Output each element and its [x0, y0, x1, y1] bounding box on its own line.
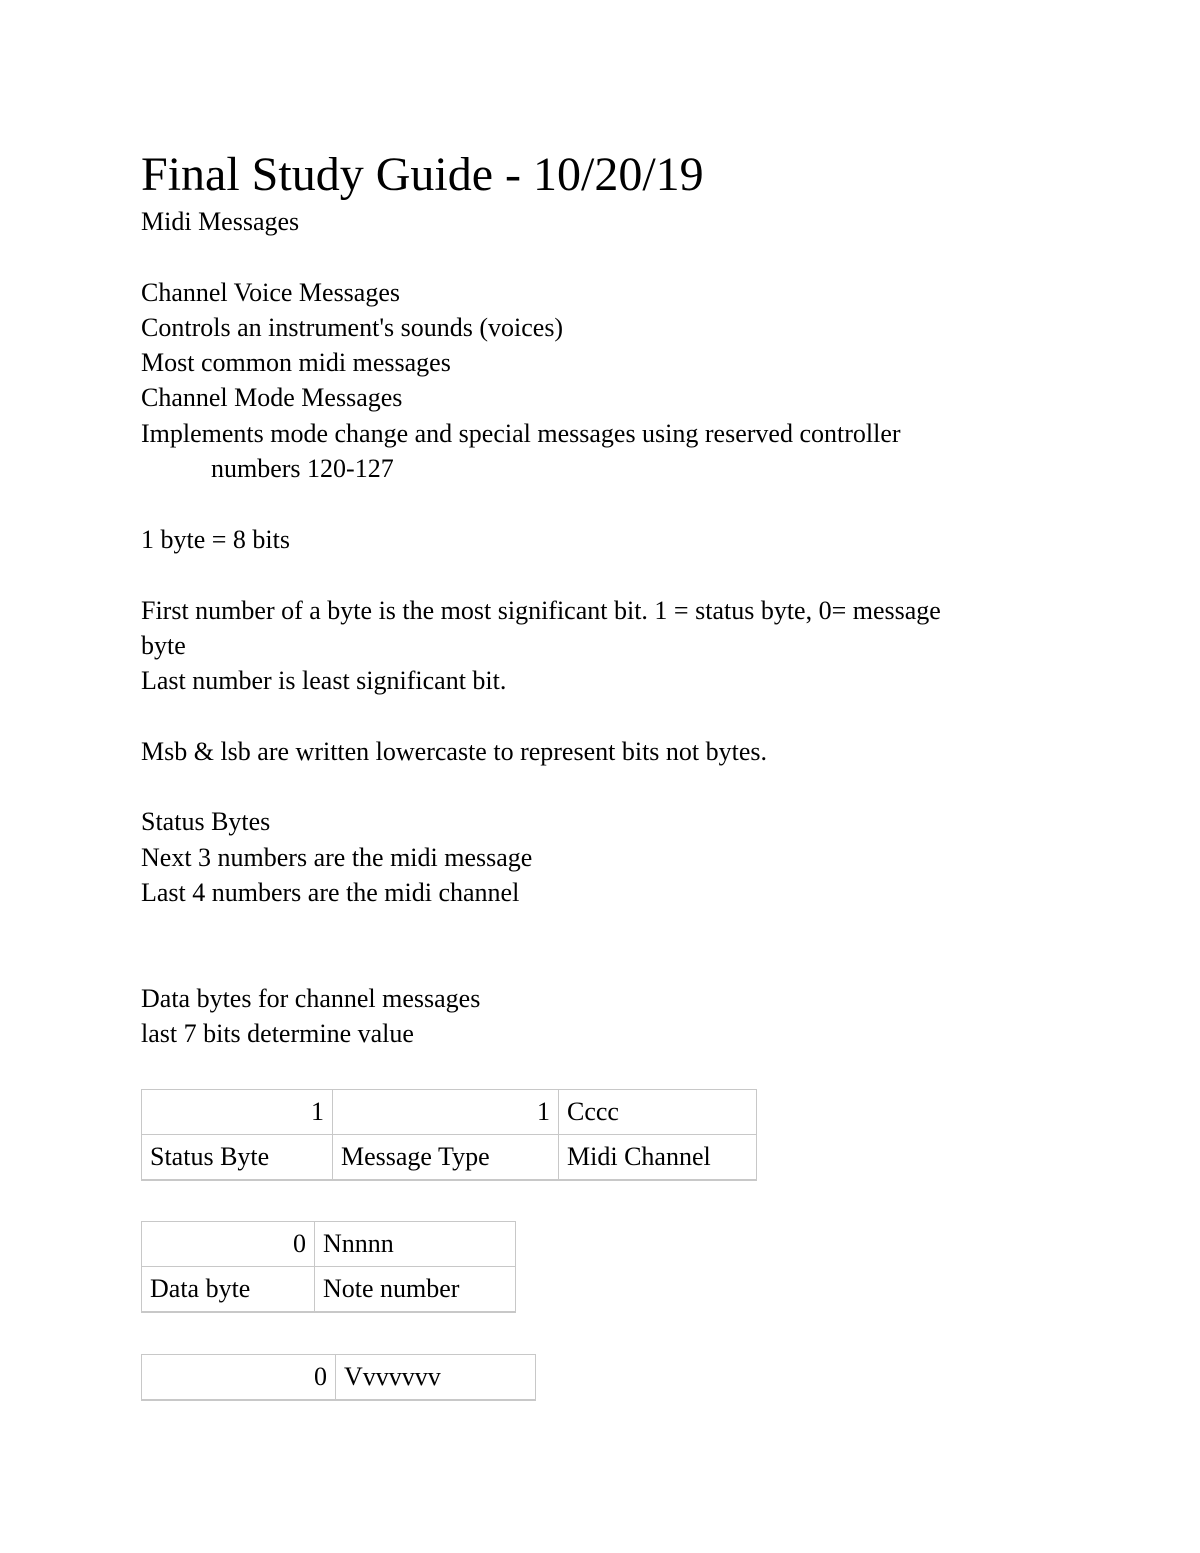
section-heading-midi-messages: Midi Messages — [141, 207, 300, 236]
section-heading-channel-voice-messages: Channel Voice Messages — [141, 278, 400, 307]
text-line: Most common midi messages — [141, 348, 451, 377]
table-cell: Status Byte — [142, 1135, 333, 1180]
text-line: Last number is least significant bit. — [141, 666, 507, 695]
table-cell: 1 — [142, 1090, 333, 1135]
section-heading-channel-mode-messages: Channel Mode Messages — [141, 383, 403, 412]
table-cell: Nnnnn — [315, 1222, 516, 1267]
table-cell: Message Type — [333, 1135, 559, 1180]
table-row — [142, 1135, 757, 1180]
text-line: last 7 bits determine value — [141, 1019, 414, 1048]
table-cell: Data byte — [142, 1267, 315, 1312]
table-cell: Vvvvvvv — [336, 1355, 536, 1400]
text-line-indented: numbers 120-127 — [211, 454, 394, 483]
text-line: Controls an instrument's sounds (voices) — [141, 313, 564, 342]
table-row — [142, 1355, 536, 1400]
text-line: Last 4 numbers are the midi channel — [141, 878, 520, 907]
section-heading-status-bytes: Status Bytes — [141, 807, 271, 836]
page-title: Final Study Guide - 10/20/19 — [141, 148, 704, 201]
table-row — [142, 1267, 516, 1312]
status-byte-table — [141, 1089, 757, 1181]
text-line: Next 3 numbers are the midi message — [141, 843, 533, 872]
table-cell: 1 — [333, 1090, 559, 1135]
table-row — [142, 1090, 757, 1135]
table-cell: Cccc — [559, 1090, 757, 1135]
text-line: byte — [141, 631, 186, 660]
table-cell: Note number — [315, 1267, 516, 1312]
table-cell: Midi Channel — [559, 1135, 757, 1180]
table-cell: 0 — [142, 1355, 336, 1400]
value-byte-table — [141, 1354, 536, 1401]
section-heading-data-bytes: Data bytes for channel messages — [141, 984, 481, 1013]
data-byte-table — [141, 1221, 516, 1313]
table-row — [142, 1222, 516, 1267]
text-line: First number of a byte is the most significant bit. 1 = status byte, 0= message — [141, 596, 941, 625]
table-cell: 0 — [142, 1222, 315, 1267]
text-line: Implements mode change and special messages using reserved controller — [141, 419, 901, 448]
text-line: Msb & lsb are written lowercaste to represent bits not bytes. — [141, 737, 768, 766]
text-line: 1 byte = 8 bits — [141, 525, 290, 554]
